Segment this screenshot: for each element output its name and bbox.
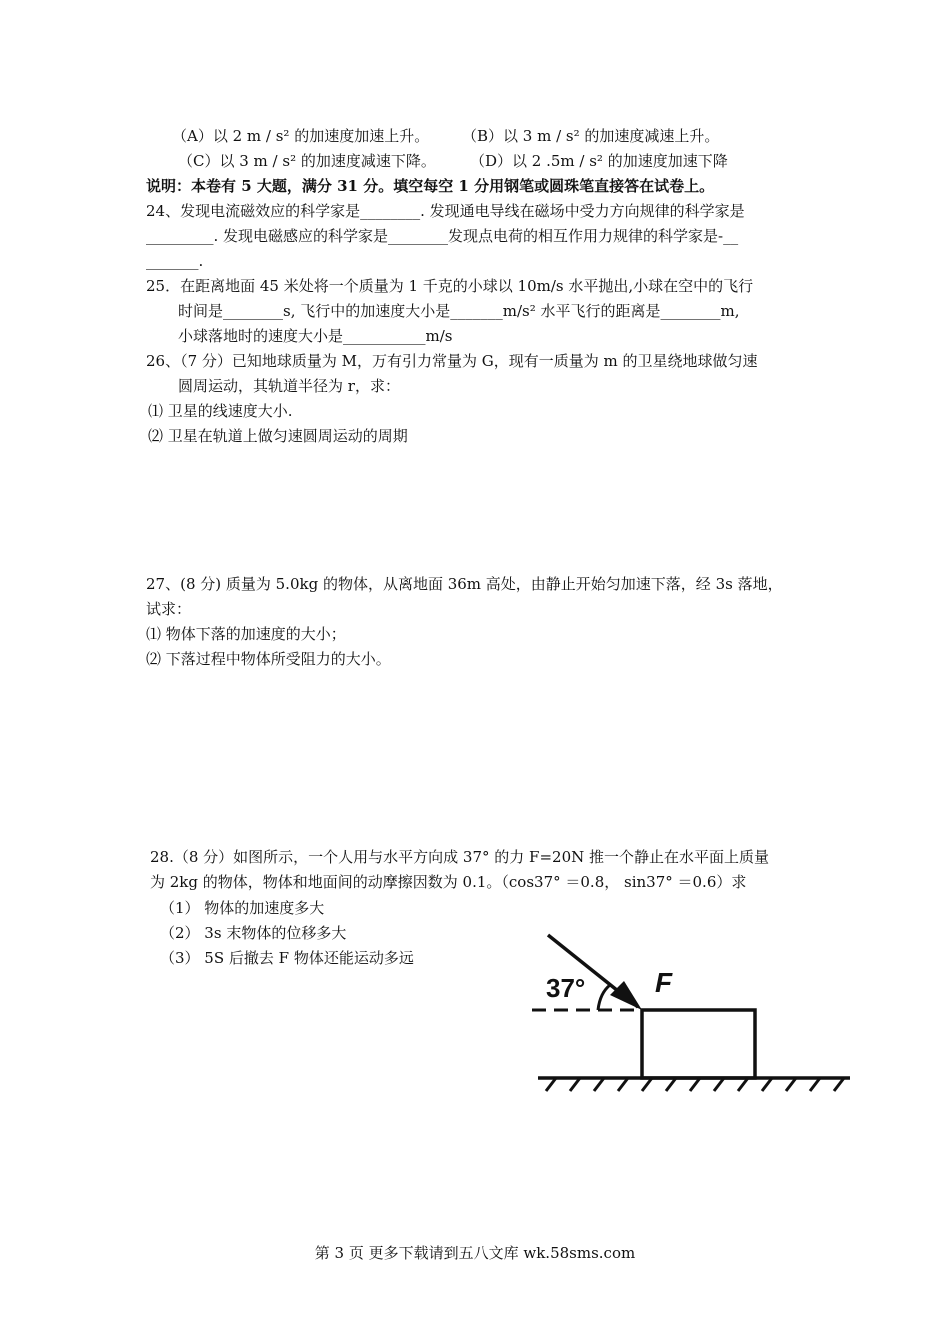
q28-line1: 28.（8 分）如图所示，一个人用与水平方向成 37° 的力 F=20N 推一个静止在水平面上质量	[150, 848, 770, 866]
q27-part2: ⑵ 下落过程中物体所受阻力的大小。	[146, 650, 391, 668]
q24-line3: _______.	[146, 252, 204, 270]
q26-line2: 圆周运动，其轨道半径为 r，求：	[178, 377, 400, 395]
force-arrowhead	[610, 981, 642, 1010]
q23-option-a: （A）以 2 m / s² 的加速度加速上升。	[172, 127, 430, 145]
q25-line2: 时间是________s, 飞行中的加速度大小是_______m/s² 水平飞行的距离是________m,	[178, 302, 740, 320]
q25-line3: 小球落地时的速度大小是___________m/s	[178, 327, 453, 345]
ground-hatching	[546, 1078, 844, 1091]
q23-option-d: （D）以 2 .5m / s² 的加速度加速下降	[470, 152, 728, 170]
q27-line2: 试求：	[146, 600, 192, 618]
q26-part2: ⑵ 卫星在轨道上做匀速圆周运动的周期	[148, 427, 408, 445]
q28-sub1: （1） 物体的加速度多大	[160, 899, 325, 917]
q27-part1: ⑴ 物体下落的加速度的大小；	[146, 625, 346, 643]
force-diagram	[520, 925, 855, 1100]
force-label: F	[655, 967, 673, 998]
q28-sub2: （2） 3s 末物体的位移多大	[160, 924, 347, 942]
q26-part1: ⑴ 卫星的线速度大小.	[148, 402, 293, 420]
angle-arc	[598, 985, 610, 1010]
block	[642, 1010, 755, 1078]
angle-label: 37°	[546, 973, 586, 1003]
q27-line1: 27、(8 分) 质量为 5.0kg 的物体，从离地面 36m 高处，由静止开始匀加速下落，经 3s 落地，	[146, 575, 783, 593]
page-footer: 第 3 页 更多下载请到五八文库 wk.58sms.com	[314, 1244, 636, 1262]
q28-line2: 为 2kg 的物体，物体和地面间的动摩擦因数为 0.1。（cos37° ＝0.8， sin37° ＝0.6）求	[150, 873, 747, 891]
q24-line1: 24、发现电流磁效应的科学家是________. 发现通电导线在磁场中受力方向规律的科学家是	[146, 202, 745, 220]
q28-sub3: （3） 5S 后撤去 F 物体还能运动多远	[160, 949, 414, 967]
section-instructions: 说明：本卷有 5 大题，满分 31 分。填空每空 1 分用钢笔或圆珠笔直接答在试卷上。	[146, 177, 715, 195]
q26-line1: 26、（7 分）已知地球质量为 M，万有引力常量为 G，现有一质量为 m 的卫星绕地球做匀速	[146, 352, 758, 370]
q23-option-c: （C）以 3 m / s² 的加速度减速下降。	[178, 152, 436, 170]
q23-option-b: （B）以 3 m / s² 的加速度减速上升。	[462, 127, 720, 145]
q24-line2: _________. 发现电磁感应的科学家是________发现点电荷的相互作用力规律的科学家是-__	[146, 227, 739, 245]
q25-line1: 25．在距离地面 45 米处将一个质量为 1 千克的小球以 10m/s 水平抛出,小球在空中的飞行	[146, 277, 754, 295]
